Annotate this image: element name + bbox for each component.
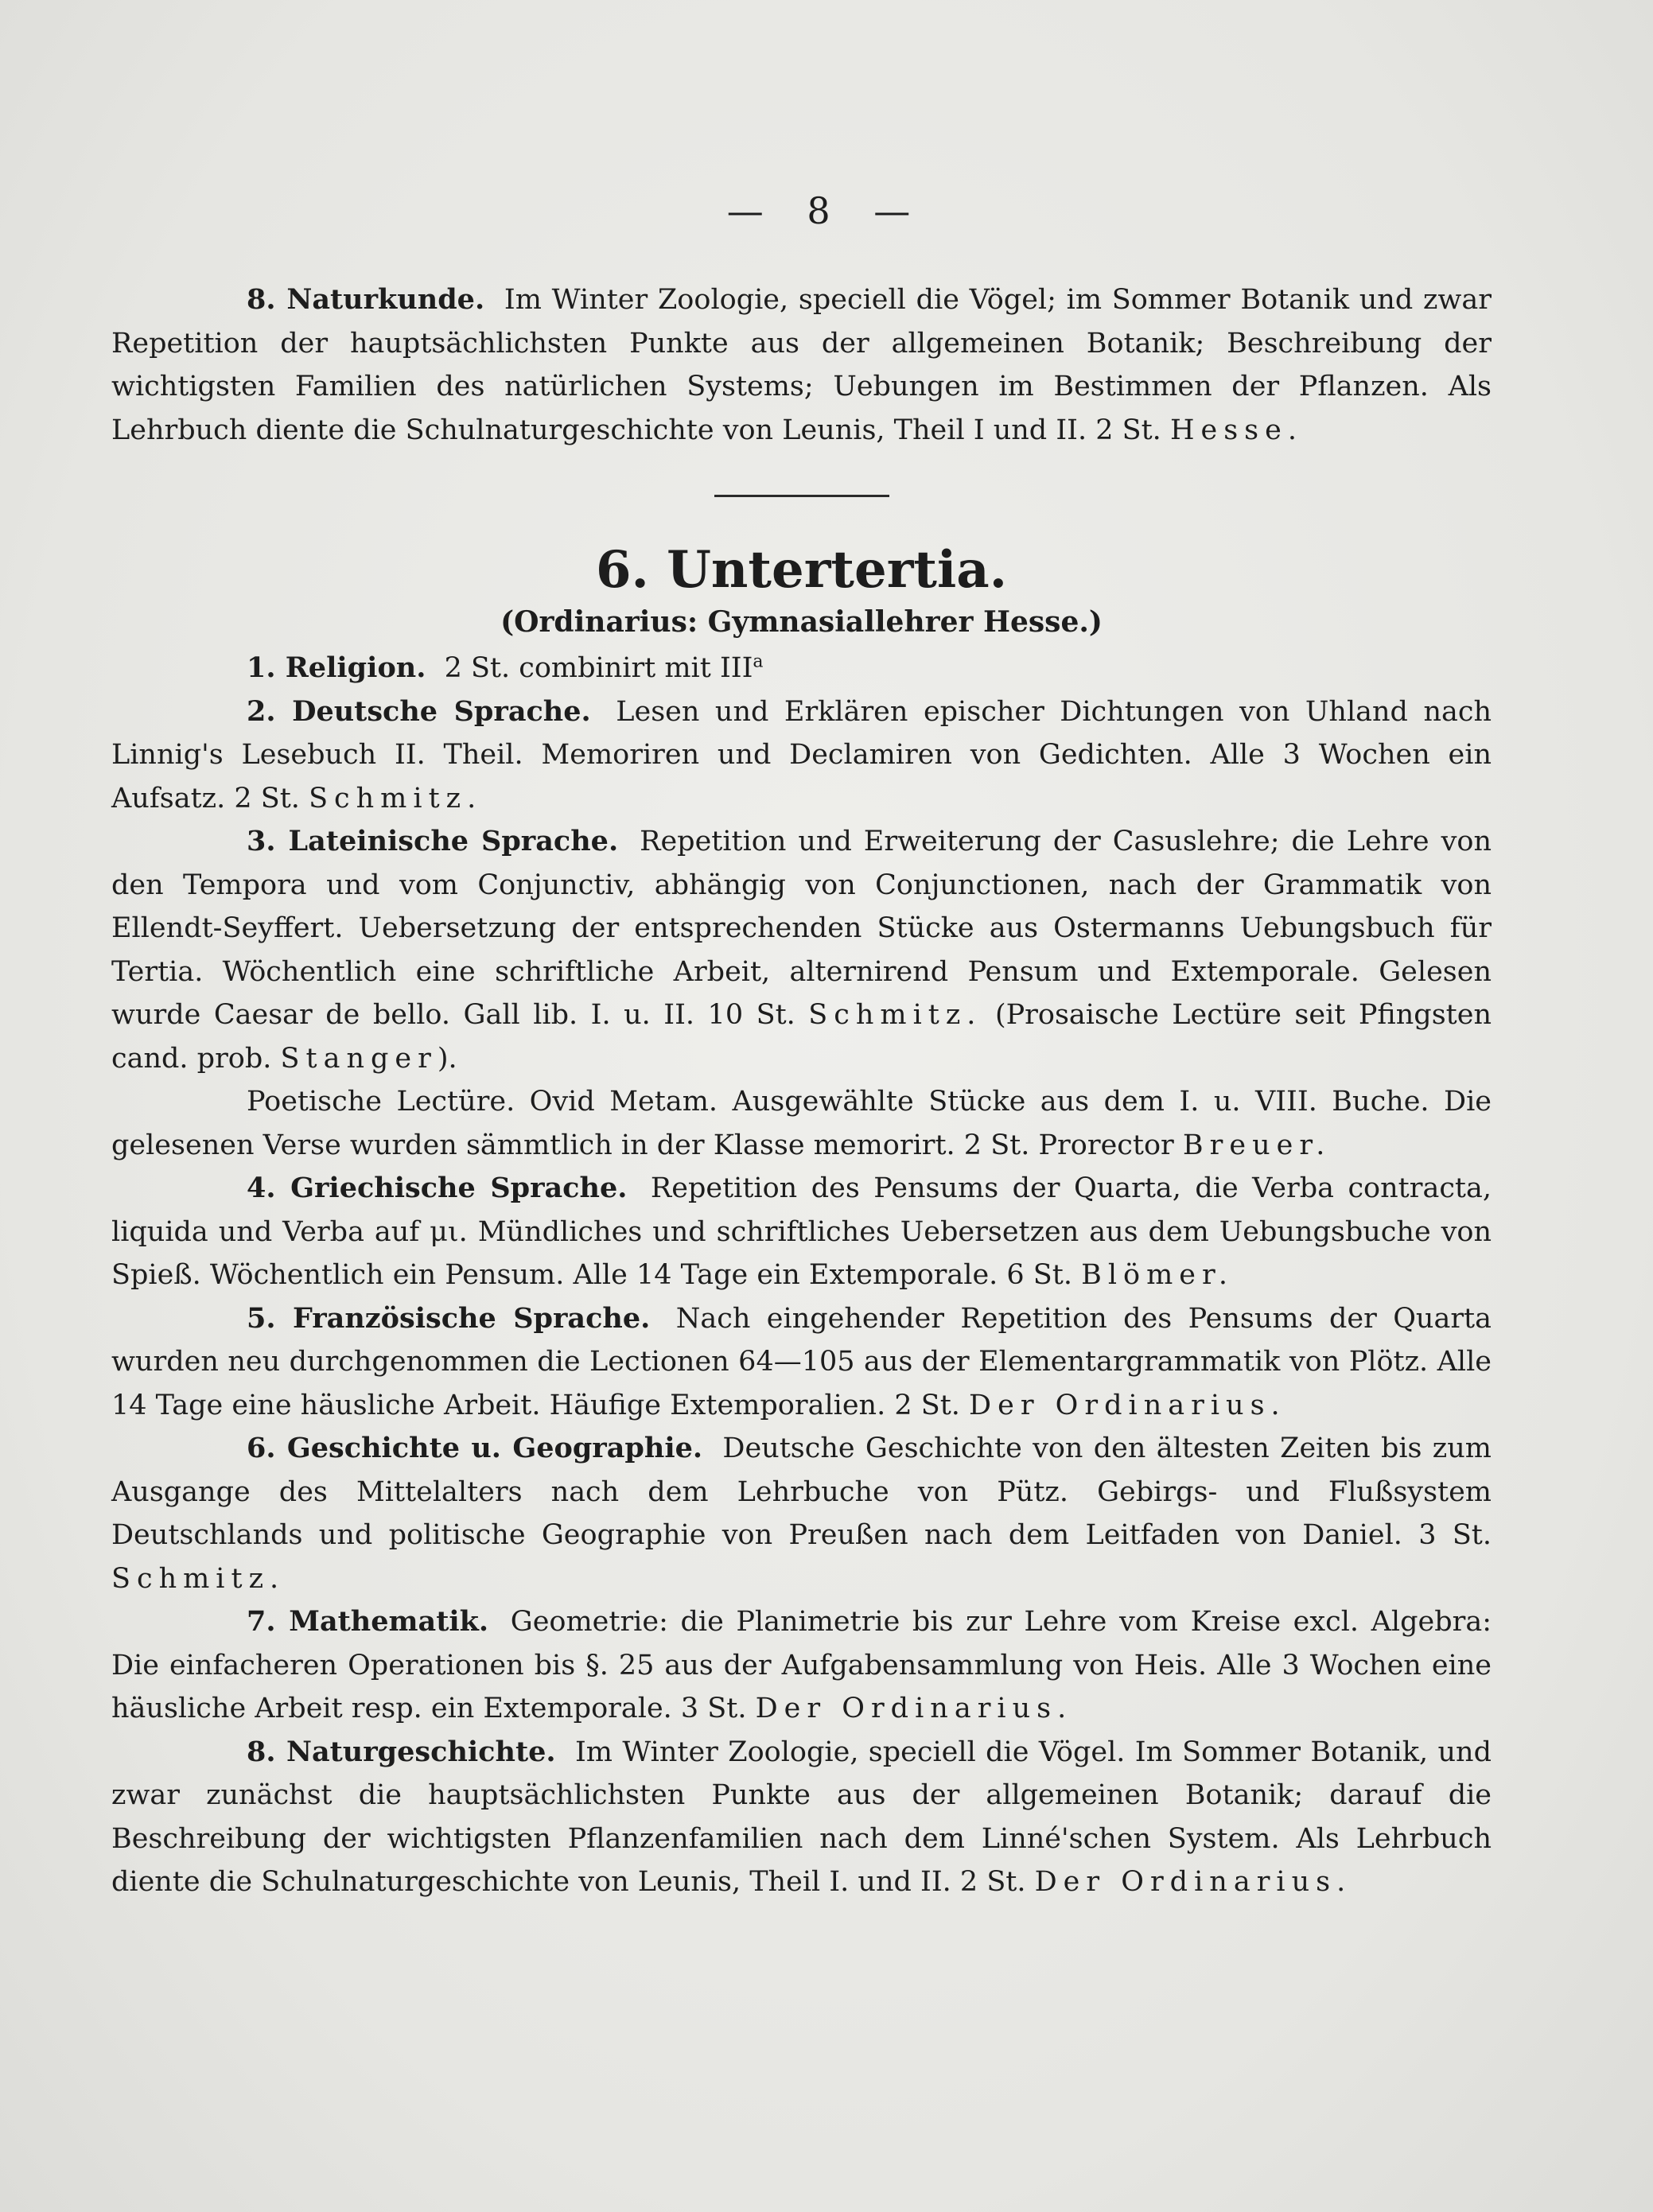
paragraph-griechisch <box>111 1167 1492 1297</box>
teacher-mathematik: Der Ordinarius. <box>755 1693 1073 1724</box>
section-title: 6. Untertertia. <box>595 540 1008 600</box>
heading-franzoesisch: 5. Französische Sprache. <box>247 1301 651 1335</box>
text-latein-after: (Prosaische Lectüre seit Pfingsten cand. prob. <box>111 999 1492 1075</box>
text-griechisch: Repetition des Pensums der Quarta, die Verba contracta, liquida und Verba auf μι. Mündliches und schriftliches Uebersetzen aus dem Uebungsbuche von Spieß. Wöchentlich ein Pensum. Alle 14 Tage ein Extemporale. 6 St. <box>111 1172 1492 1291</box>
teacher-franzoesisch: Der Ordinarius. <box>969 1389 1286 1421</box>
paragraph-latein <box>111 820 1492 1080</box>
heading-deutsch: 2. Deutsche Sprache. <box>247 694 591 728</box>
teacher-griechisch: Blömer. <box>1081 1259 1235 1291</box>
heading-naturgeschichte: 8. Naturgeschichte. <box>247 1735 556 1768</box>
text-naturkunde: Im Winter Zoologie, speciell die Vögel; im Sommer Botanik und zwar Repetition der hauptsächlichsten Punkte aus der allgemeinen Botanik; Beschreibung der wichtigsten Familien des natürlichen Systems; Uebungen im Bestimmen der Pflanzen. Als Lehrbuch diente die Schulnaturgeschichte von Leunis, Theil I und II. 2 St. <box>111 284 1492 446</box>
text-naturgeschichte: Im Winter Zoologie, speciell die Vögel. Im Sommer Botanik, und zwar zunächst die hauptsächlichsten Punkte aus der allgemeinen Botanik; darauf die Beschreibung der wichtigsten Pflanzenfamilien nach dem Linné'schen System. Als Lehrbuch diente die Schulnaturgeschichte von Leunis, Theil I. und II. 2 St. <box>111 1736 1492 1898</box>
section-separator <box>714 495 889 497</box>
heading-geschichte: 6. Geschichte u. Geographie. <box>247 1432 703 1464</box>
text-latein: Repetition und Erweiterung der Casuslehre; die Lehre von den Tempora und vom Conjunctiv, abhängig von Conjunctionen, nach der Grammatik von Ellendt-Seyffert. Uebersetzung der entsprechenden Stücke aus Ostermanns Uebungsbuch für Tertia. Wöchentlich eine schriftliche Arbeit, alternirend Pensum und Extemporale. Gelesen wurde Caesar de bello. Gall lib. I. u. II. 10 St. <box>111 826 1492 1031</box>
section-ordinarius: (Ordinarius: Gymnasiallehrer Hesse.) <box>500 605 1103 639</box>
text-latein-end: ). <box>437 1042 457 1075</box>
text-deutsch: Lesen und Erklären epischer Dichtungen von Uhland nach Linnig's Lesebuch II. Theil. Memoriren und Declamiren von Gedichten. Alle 3 Wochen ein Aufsatz. 2 St. <box>111 695 1492 814</box>
paragraph-geschichte <box>111 1427 1492 1600</box>
text-mathematik: Geometrie: die Planimetrie bis zur Lehre vom Kreise excl. Algebra: Die einfacheren Operationen bis §. 25 aus der Aufgabensammlung von Heis. Alle 3 Wochen eine häusliche Arbeit resp. ein Extemporale. 3 St. <box>111 1606 1492 1724</box>
teacher-poetische-lectuere: Breuer. <box>1182 1129 1332 1161</box>
paragraph-poetische-lectuere <box>111 1080 1492 1167</box>
heading-griechisch: 4. Griechische Sprache. <box>247 1172 628 1204</box>
paragraph-franzoesisch <box>111 1297 1492 1428</box>
text-poetische-lectuere: Poetische Lectüre. Ovid Metam. Ausgewählte Stücke aus dem I. u. VIII. Buche. Die gelesenen Verse wurden sämmtlich in der Klasse memorirt. 2 St. Prorector <box>111 1086 1492 1161</box>
superscript-a: a <box>753 651 764 672</box>
teacher-latein-2: Stanger <box>280 1042 438 1075</box>
teacher-latein: Schmitz. <box>808 999 982 1031</box>
heading-latein: 3. Lateinische Sprache. <box>247 825 619 857</box>
teacher-deutsch: Schmitz. <box>309 782 483 814</box>
paragraph-naturgeschichte <box>111 1731 1492 1904</box>
heading-naturkunde: 8. Naturkunde. <box>247 283 485 316</box>
paragraph-religion <box>111 647 1492 690</box>
teacher-naturkunde: Hesse. <box>1169 414 1303 446</box>
paragraph-deutsch <box>111 690 1492 821</box>
heading-religion: 1. Religion. <box>247 651 426 684</box>
heading-mathematik: 7. Mathematik. <box>247 1605 489 1638</box>
text-religion: 2 St. combinirt mit III <box>444 652 753 684</box>
paragraph-naturkunde <box>111 278 1492 452</box>
text-geschichte: Deutsche Geschichte von den ältesten Zeiten bis zum Ausgange des Mittelalters nach dem Lehrbuche von Pütz. Gebirgs- und Flußsystem Deutschlands und politische Geographie von Preußen nach dem Leitfaden von Daniel. 3 St. <box>111 1433 1492 1551</box>
page-number: — 8 — <box>726 189 927 232</box>
page-content <box>111 278 1492 1904</box>
teacher-geschichte: Schmitz. <box>111 1562 286 1595</box>
text-franzoesisch: Nach eingehender Repetition des Pensums der Quarta wurden neu durchgenommen die Lectionen 64—105 aus der Elementargrammatik von Plötz. Alle 14 Tage eine häusliche Arbeit. Häufige Extemporalien. 2 St. <box>111 1302 1492 1421</box>
teacher-naturgeschichte: Der Ordinarius. <box>1034 1866 1352 1898</box>
paragraph-mathematik <box>111 1600 1492 1731</box>
